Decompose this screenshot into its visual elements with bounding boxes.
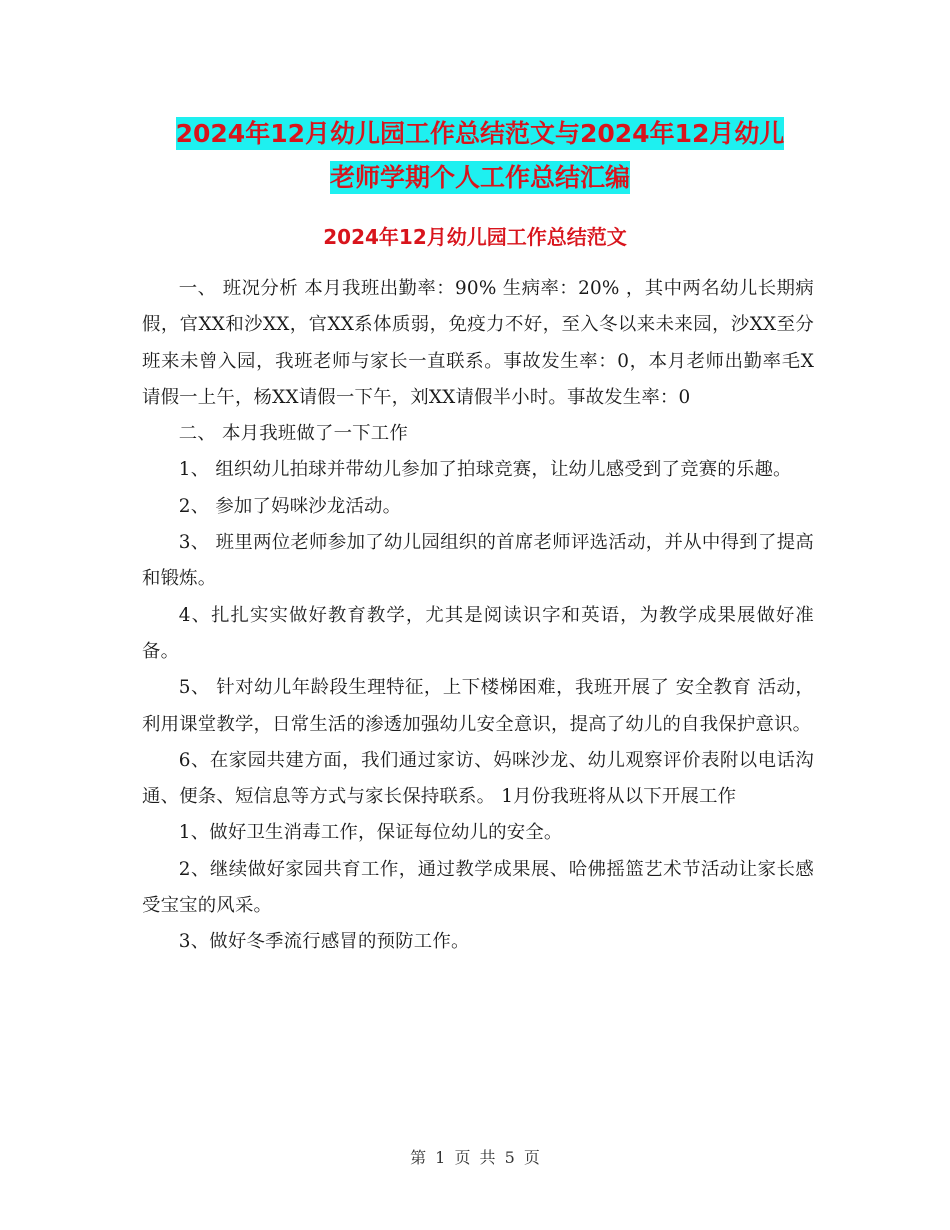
paragraph: 2、 参加了妈咪沙龙活动。	[178, 495, 402, 517]
paragraph: 6、在家园共建方面，我们通过家访、妈咪沙龙、幼儿观察评价表附以电话沟通、便条、短信息等方式与家长保持联系。 1月份我班将从以下开展工作	[142, 749, 814, 808]
paragraph: 2、继续做好家园共育工作，通过教学成果展、哈佛摇篮艺术节活动让家长感受宝宝的风采。	[142, 858, 814, 917]
paragraph: 1、 组织幼儿拍球并带幼儿参加了拍球竞赛，让幼儿感受到了竞赛的乐趣。	[178, 459, 792, 481]
paragraph: 3、 班里两位老师参加了幼儿园组织的首席老师评选活动，并从中得到了提高和锻炼。	[142, 532, 814, 590]
section-title: 2024年12月幼儿园工作总结范文	[323, 225, 627, 249]
document-body	[142, 271, 814, 961]
paragraph: 1、做好卫生消毒工作，保证每位幼儿的安全。	[178, 822, 563, 844]
paragraph: 3、做好冬季流行感冒的预防工作。	[178, 931, 470, 953]
paragraph: 5、 针对幼儿年龄段生理特征，上下楼梯困难，我班开展了 安全教育 活动，利用课堂教学，日常生活的渗透加强幼儿安全意识，提高了幼儿的自我保护意识。	[142, 677, 814, 735]
title-line-1: 2024年12月幼儿园工作总结范文与2024年12月幼儿	[175, 119, 785, 148]
page-footer: 第 1 页 共 5 页	[410, 1148, 540, 1167]
title-line-2: 老师学期个人工作总结汇编	[329, 163, 630, 192]
paragraph: 4、扎扎实实做好教育教学，尤其是阅读识字和英语，为教学成果展做好准备。	[142, 604, 814, 662]
document-title	[140, 112, 820, 200]
paragraph: 二、 本月我班做了一下工作	[178, 423, 408, 445]
paragraph: 一、 班况分析 本月我班出勤率：90% 生病率：20% ，其中两名幼儿长期病假，官XX和沙XX，官XX系体质弱，免疫力不好，至入冬以来未来园，沙XX至分班来未曾入园，我班老师与家长一直联系。事故发生率：0，本月老师出勤率毛X请假一上午，杨XX请假一下午，刘XX请假半小时。事故发生率：0	[142, 278, 814, 408]
